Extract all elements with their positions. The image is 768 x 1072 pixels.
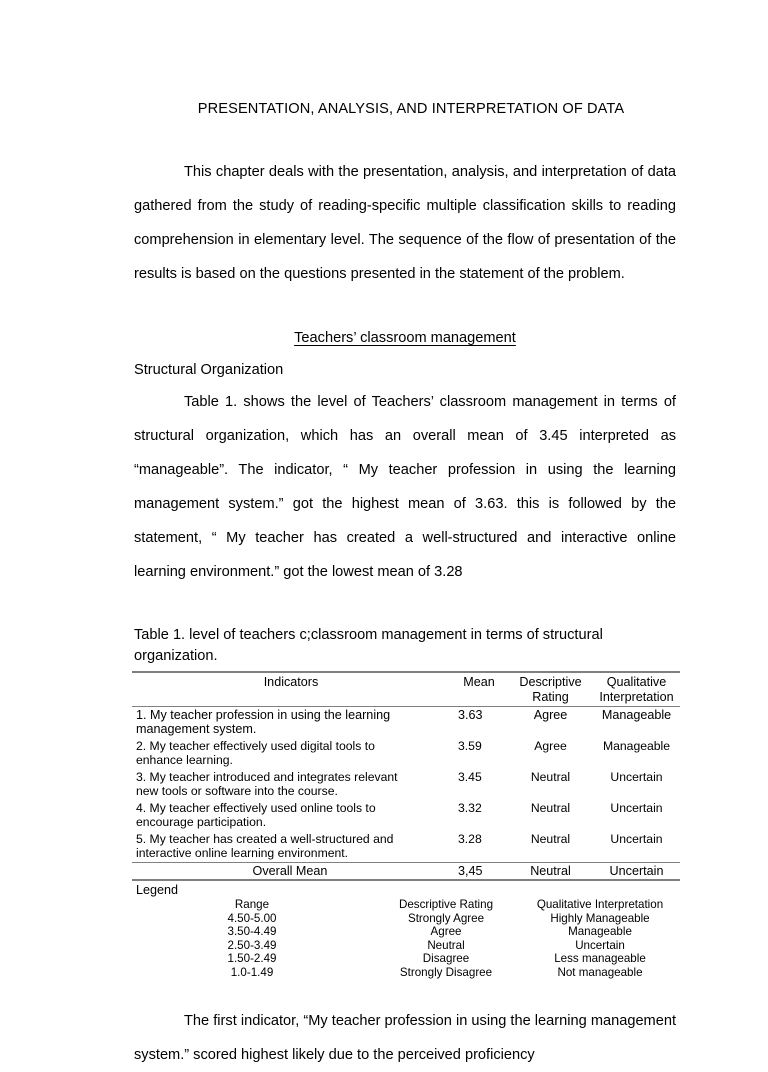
- legend-range: 4.50-5.00: [227, 911, 277, 925]
- table-row: [132, 769, 680, 800]
- table-caption-line-2: organization.: [134, 647, 218, 664]
- column-header-qualitative-interpretation: [593, 672, 680, 707]
- legend-qualitative-interpretation: Uncertain: [575, 938, 625, 952]
- column-header-mean: Mean: [450, 672, 508, 707]
- qualitative-interpretation-cell: Uncertain: [610, 831, 663, 846]
- table-row: [132, 800, 680, 831]
- indicator-line-1: 5. My teacher has created a well-structured and: [136, 831, 394, 846]
- table-caption: [134, 625, 676, 667]
- indicator-cell: [132, 769, 450, 800]
- qualitative-interpretation-cell: Uncertain: [610, 769, 663, 784]
- indicator-line-1: 3. My teacher introduced and integrates relevant: [136, 769, 398, 784]
- section-heading-text: Teachers’ classroom management: [294, 329, 516, 346]
- legend-descriptive-rating: Strongly Agree: [407, 911, 485, 925]
- mean-cell: 3.32: [458, 800, 482, 815]
- spacer: [134, 980, 676, 1004]
- descriptive-rating-cell: Agree: [508, 706, 593, 738]
- descriptive-rating-cell: Neutral: [530, 800, 571, 815]
- descriptive-rating-cell: Agree: [534, 738, 567, 753]
- legend-qualitative-interpretation: Less manageable: [554, 952, 646, 966]
- qualitative-interpretation-line-2: Interpretation: [599, 689, 674, 704]
- legend-header-range: Range: [234, 897, 270, 911]
- indicator-cell: [132, 800, 450, 831]
- legend-qualitative-interpretation: Highly Manageable: [550, 911, 650, 925]
- descriptive-rating-cell: Neutral: [530, 831, 571, 846]
- column-header-descriptive-rating: [508, 672, 593, 707]
- analysis-paragraph: Table 1. shows the level of Teachers’ classroom management in terms of structural organization, which has an overall mean of 3.45 interpreted as “manageable”. The indicator, “ My teacher profession in using the learning management system.” got the highest mean of 3.63. this is followed by the statement, “ My teacher has created a well-structured and interactive online learning environment.” got the lowest mean of 3.28: [134, 393, 676, 580]
- indicator-cell: [132, 831, 450, 863]
- sub-heading: Structural Organization: [134, 361, 284, 378]
- page-title: PRESENTATION, ANALYSIS, AND INTERPRETATION OF DATA: [197, 101, 625, 117]
- indicator-line-2: new tools or software into the course.: [136, 784, 338, 799]
- indicator-cell: [132, 738, 450, 769]
- intro-paragraph: This chapter deals with the presentation, analysis, and interpretation of data gathered from the study of reading-specific multiple classification skills to reading comprehension in elementary level. The sequence of the flow of presentation of the results is based on the questions presented in the statement of the problem.: [134, 163, 676, 282]
- descriptive-rating-line-2: Rating: [532, 689, 569, 704]
- legend-row: [132, 953, 680, 967]
- legend-header-descriptive-rating: Descriptive Rating: [398, 897, 494, 911]
- descriptive-rating-cell: Neutral: [530, 769, 571, 784]
- spacer: [134, 589, 676, 625]
- overall-qualitative-interpretation: Uncertain: [593, 862, 680, 880]
- column-header-indicators: Indicators: [132, 672, 450, 707]
- legend-header-row: [132, 898, 680, 912]
- legend-descriptive-rating: Strongly Disagree: [399, 965, 493, 979]
- legend-qualitative-interpretation: Manageable: [568, 925, 632, 939]
- indicator-line-1: 1. My teacher profession in using the learning: [136, 707, 391, 722]
- table-row: [132, 706, 680, 738]
- legend-range: 1.50-2.49: [227, 952, 277, 966]
- section-heading: [134, 321, 676, 355]
- legend-table: [132, 898, 680, 980]
- mean-cell: 3.28: [458, 831, 482, 846]
- legend-title: Legend: [136, 883, 179, 898]
- legend-descriptive-rating: Disagree: [422, 952, 470, 966]
- indicator-line-1: 2. My teacher effectively used digital tools to: [136, 738, 375, 753]
- indicator-line-2: management system.: [136, 722, 257, 737]
- table-body: [132, 706, 680, 880]
- descriptive-rating-line-1: Descriptive: [519, 674, 582, 689]
- indicator-line-2: interactive online learning environment.: [136, 846, 349, 861]
- indicator-line-1: 4. My teacher effectively used online tools to: [136, 800, 376, 815]
- legend-range: 2.50-3.49: [227, 938, 277, 952]
- legend-range: 3.50-4.49: [227, 925, 277, 939]
- document-content: [134, 100, 676, 1072]
- legend-row: [132, 912, 680, 926]
- indicator-line-2: encourage participation.: [136, 815, 267, 830]
- closing-paragraph: The first indicator, “My teacher profession in using the learning management system.” scored highest likely due to the perceived proficiency: [134, 1013, 676, 1064]
- legend-qualitative-interpretation: Not manageable: [557, 965, 643, 979]
- mean-cell: 3.45: [458, 769, 482, 784]
- qualitative-interpretation-cell: Manageable: [602, 738, 671, 753]
- structural-organization-table: [132, 671, 680, 882]
- legend-descriptive-rating: Neutral: [427, 938, 465, 952]
- qualitative-interpretation-cell: Uncertain: [610, 800, 663, 815]
- indicator-cell: [132, 706, 450, 738]
- table-caption-line-1: Table 1. level of teachers c;classroom management in terms of structural: [134, 626, 603, 643]
- legend-row: [132, 966, 680, 980]
- mean-cell: 3.59: [458, 738, 482, 753]
- indicator-line-2: enhance learning.: [136, 753, 233, 768]
- legend: [132, 881, 680, 980]
- table-row: [132, 831, 680, 863]
- legend-row: [132, 939, 680, 953]
- table-row: [132, 738, 680, 769]
- overall-mean-label: Overall Mean: [132, 862, 450, 880]
- overall-mean-row: [132, 862, 680, 880]
- mean-cell: 3.63: [450, 706, 508, 738]
- qualitative-interpretation-cell: Manageable: [593, 706, 680, 738]
- qualitative-interpretation-line-1: Qualitative: [606, 674, 667, 689]
- legend-range: 1.0-1.49: [230, 965, 274, 979]
- overall-descriptive-rating: Neutral: [508, 862, 593, 880]
- legend-descriptive-rating: Agree: [430, 925, 462, 939]
- legend-row: [132, 926, 680, 940]
- table-header-row: [132, 672, 680, 707]
- table-header: [132, 672, 680, 707]
- overall-mean-value: 3,45: [450, 862, 508, 880]
- legend-header-qualitative-interpretation: Qualitative Interpretation: [536, 897, 664, 911]
